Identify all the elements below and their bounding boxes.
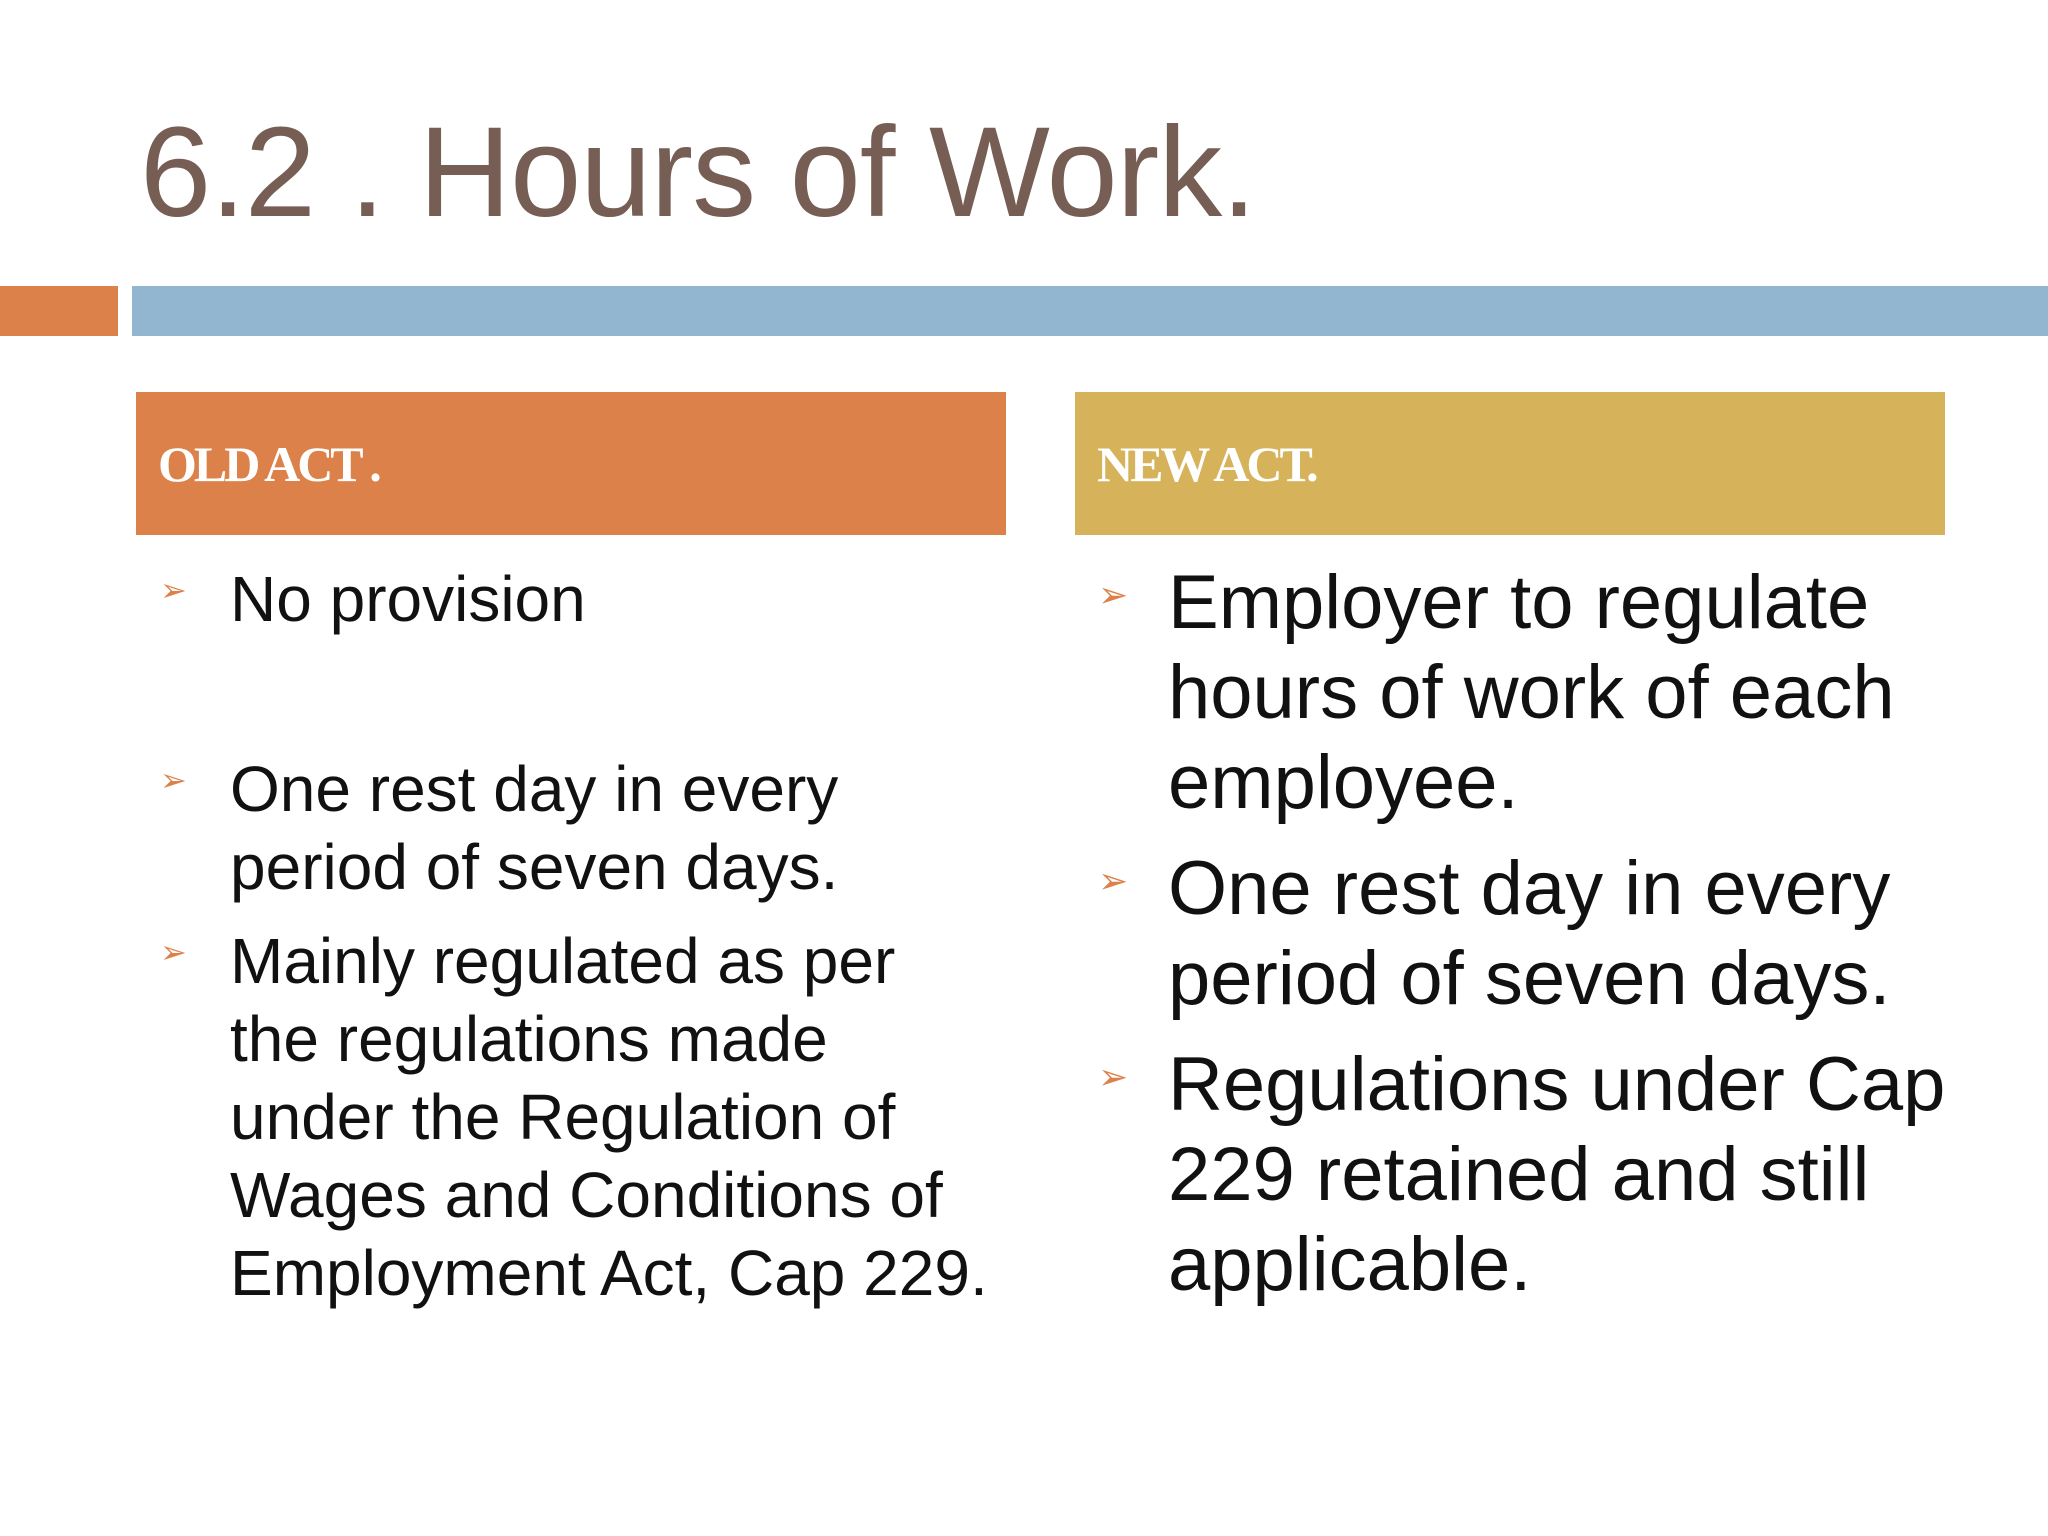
list-item xyxy=(1098,844,2028,1024)
arrowhead-icon: ➢ xyxy=(1098,861,1129,902)
list-item-text: One rest day in every period of seven days. xyxy=(1168,846,1891,1021)
list-item xyxy=(160,922,990,1312)
accent-bar-blue xyxy=(132,286,2048,336)
list-item-text: Regulations under Cap 229 retained and still applicable. xyxy=(1168,1042,1946,1307)
arrowhead-icon: ➢ xyxy=(1098,575,1129,616)
list-item xyxy=(1098,1040,2028,1310)
old-act-header-label: OLD ACT . xyxy=(158,435,379,492)
list-item xyxy=(160,750,990,906)
old-act-header xyxy=(136,392,1006,535)
list-item-text: Employer to regulate hours of work of each employee. xyxy=(1168,560,1895,825)
old-act-list xyxy=(160,560,990,1312)
arrowhead-icon: ➢ xyxy=(160,761,187,799)
new-act-header xyxy=(1075,392,1945,535)
slide-title: 6.2 . Hours of Work. xyxy=(140,101,1256,244)
arrowhead-icon: ➢ xyxy=(1098,1057,1129,1098)
list-item-text: Mainly regulated as per the regulations made under the Regulation of Wages and Conditions of Employment Act, Cap 229. xyxy=(230,925,988,1309)
arrowhead-icon: ➢ xyxy=(160,571,187,609)
list-item-text: No provision xyxy=(230,563,586,635)
new-act-list xyxy=(1098,558,2028,1326)
arrowhead-icon: ➢ xyxy=(160,933,187,971)
new-act-header-label: NEW ACT. xyxy=(1097,435,1316,492)
list-item-text: One rest day in every period of seven days. xyxy=(230,753,839,903)
list-item xyxy=(1098,558,2028,828)
list-item xyxy=(160,560,990,638)
accent-bar-orange xyxy=(0,286,118,336)
